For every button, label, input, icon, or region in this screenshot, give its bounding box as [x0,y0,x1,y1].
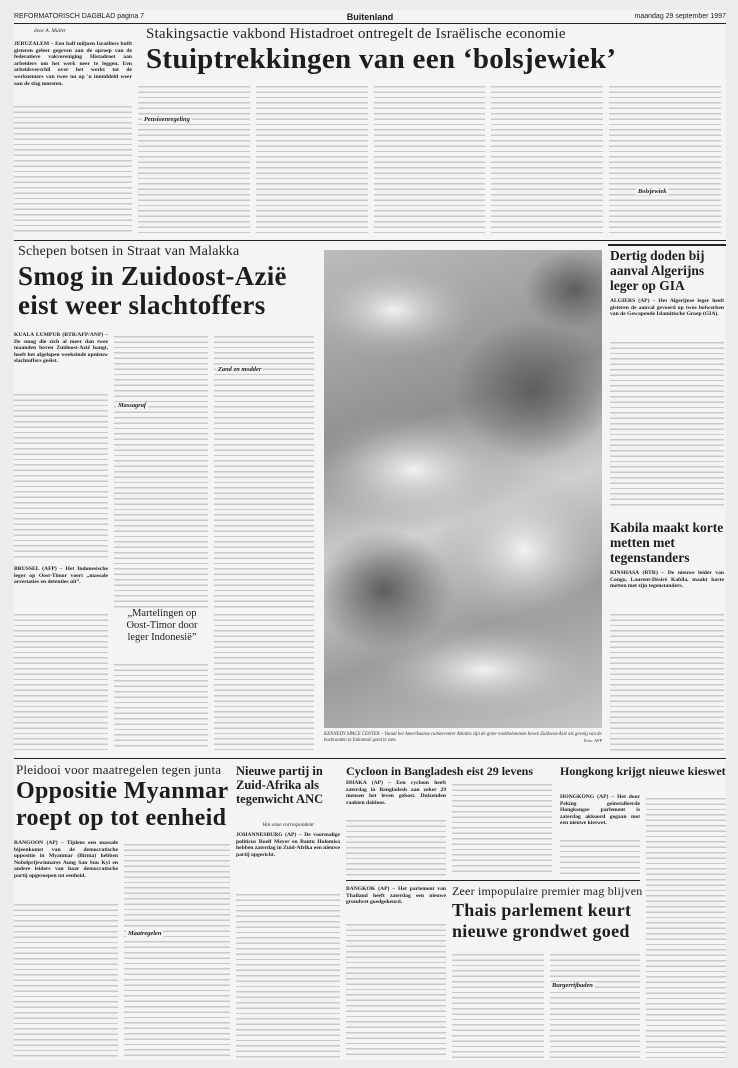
algeria-column [610,338,724,508]
myanmar-kicker: Pleidooi voor maatregelen tegen junta [16,762,222,777]
anc-byline: Van onze correspondent [262,822,314,828]
photo-caption [324,732,602,744]
newspaper-page [14,10,726,1060]
thais-column-1 [346,920,446,1058]
kabila-lead: KINSHASA (RTR) – De nieuwe leider van Congo, Laurent-Désiré Kabila, maakt korte metten met zijn tegenstanders. [610,570,724,590]
kabila-headline: Kabila maakt korte metten met tegenstanders [610,520,724,565]
thais-column-2 [452,950,544,1058]
smog-kicker: Schepen botsen in Straat van Malakka [18,244,240,259]
pull-quote: „Martelingen op Oost-Timor door leger Indonesië” [126,608,198,643]
myanmar-lead: RANGOON (AP) – Tijdens een massale bijeenkomst van de democratische oppositie in Myanmar (Birma) hebben Nobelprijswinnares Aung San Suu Kyi en andere leiders van haar democratische partij opgeroepen tot eenheid. [14,840,118,879]
top-kicker: Stakingsactie vakbond Histadroet ontregelt de Israëlische economie [146,26,566,42]
anc-column [236,890,340,1058]
smog-lead: KUALA LUMPUR (RTR/AFP/ANP) – De smog die zich al meer dan twee maanden boven Zuidoost-Azië hangt, heeft het afgelopen weekeinde opnieuw slachtoffers geëist. [14,332,108,365]
cycloon-column-1 [346,816,446,876]
top-subhead-2: Bolsjewiek [638,188,667,195]
top-column-6 [609,82,721,236]
smog-column-2 [114,332,208,608]
smog-subhead-2: Zand en modder [218,366,262,373]
top-column-2 [138,82,250,236]
cycloon-headline: Cycloon in Bangladesh eist 29 levens [346,764,534,778]
algeria-rule [608,244,726,246]
top-column-4 [374,82,486,236]
top-text-columns [138,82,721,236]
thais-headline: Thais parlement keurt nieuwe grondwet goed [452,900,632,941]
newspaper-name: REFORMATORISCH DAGBLAD pagina 7 [14,13,145,20]
anc-lead: JOHANNESBURG (AP) – De voormalige politicus Roelf Meyer en Bantu Holomisa hebben zaterdag in Zuid-Afrika een nieuwe partij opgericht. [236,832,340,858]
caption-credit: Foto: AFP [583,738,602,743]
thais-column-3 [550,950,640,1058]
top-subhead-1: Pensioenregeling [144,116,190,123]
top-headline: Stuiptrekkingen van een ‘bolsjewiek’ [146,43,617,75]
anc-headline: Nieuwe partij in Zuid-Afrika als tegenwicht ANC [236,764,324,806]
divider-3 [346,880,640,881]
thais-subhead: Burgerrijbaden [552,982,593,989]
myanmar-column-1 [14,900,118,1058]
brussel-column-2 [114,660,208,750]
smog-column-3 [214,332,314,608]
thais-lead: BANGKOK (AP) – Het parlement van Thailand heeft zaterdag een nieuwe grondwet goedgekeurd. [346,886,446,906]
smog-headline: Smog in Zuidoost-Azië eist weer slachtoffers [18,261,287,320]
hongkong-lead: HONGKONG (AP) – Het door Peking geïnstalleerde Hongkongse parlement is zaterdag akkoord gegaan met een nieuwe kieswet. [560,794,640,827]
cloud-texture [324,250,602,728]
brussel-lead: BRUSSEL (AFP) – Het Indonesische leger op Oost-Timor voert „massale arrestaties en detenties uit”. [14,566,108,586]
brussel-column-3 [214,610,314,750]
top-byline: door A. Muller [34,28,67,34]
hongkong-column-2 [646,794,726,1058]
kabila-column [610,610,724,752]
thais-kicker: Zeer impopulaire premier mag blijven [452,884,643,898]
top-lead: JERUZALEM – Een half miljoen Israëliers bofft gisteren geleer gegeven aan de oproep van de federatieve vakvereniging Histadroet aan arbeiders om het werk neer te leggen. Een arbeidsverschil over het werkt tot de werknemers van twee nu op 'n inmiddeld weer aan de slag moesten. [14,41,132,87]
divider [14,240,726,241]
hongkong-headline: Hongkong krijgt nieuwe kieswet [560,764,726,778]
top-column-1 [14,102,132,234]
smog-subhead-1: Massagraf [118,402,147,409]
section-title: Buitenland [346,12,394,22]
divider-2 [14,758,726,759]
satellite-photo [324,250,602,728]
caption-text: KENNEDY SPACE CENTER – Vanuit het Amerikaanse ruimtecenter Atlantis zijn de grote rookbolommen boven Zuidoost-Azië als gevolg van de bosbranden in Indonesië goed te zien. [324,732,602,743]
smog-column-1 [14,390,108,560]
myanmar-headline: Oppositie Myanmar roept op tot eenheid [16,778,228,831]
brussel-column [14,610,108,750]
issue-date: maandag 29 september 1997 [634,13,726,20]
myanmar-column-2 [124,840,230,1058]
cycloon-column-2 [452,780,552,876]
algeria-headline: Dertig doden bij aanval Algerijns leger op GIA [610,248,705,293]
myanmar-subhead: Maatregelen [128,930,162,937]
top-column-5 [491,82,603,236]
page-header [14,10,726,24]
top-column-3 [256,82,368,236]
hongkong-column-1 [560,836,640,876]
algeria-lead: ALGIERS (AP) – Het Algerijnse leger heeft gisteren de aanval gevoerd op twee bolwerken van de Gewapende Islamitische Groep (GIA). [610,298,724,318]
cycloon-lead: DHAKA (AP) – Een cycloon heeft zaterdag in Bangladesh aan zeker 29 mensen het leven gekost. Duizenden raakten dakloos. [346,780,446,806]
